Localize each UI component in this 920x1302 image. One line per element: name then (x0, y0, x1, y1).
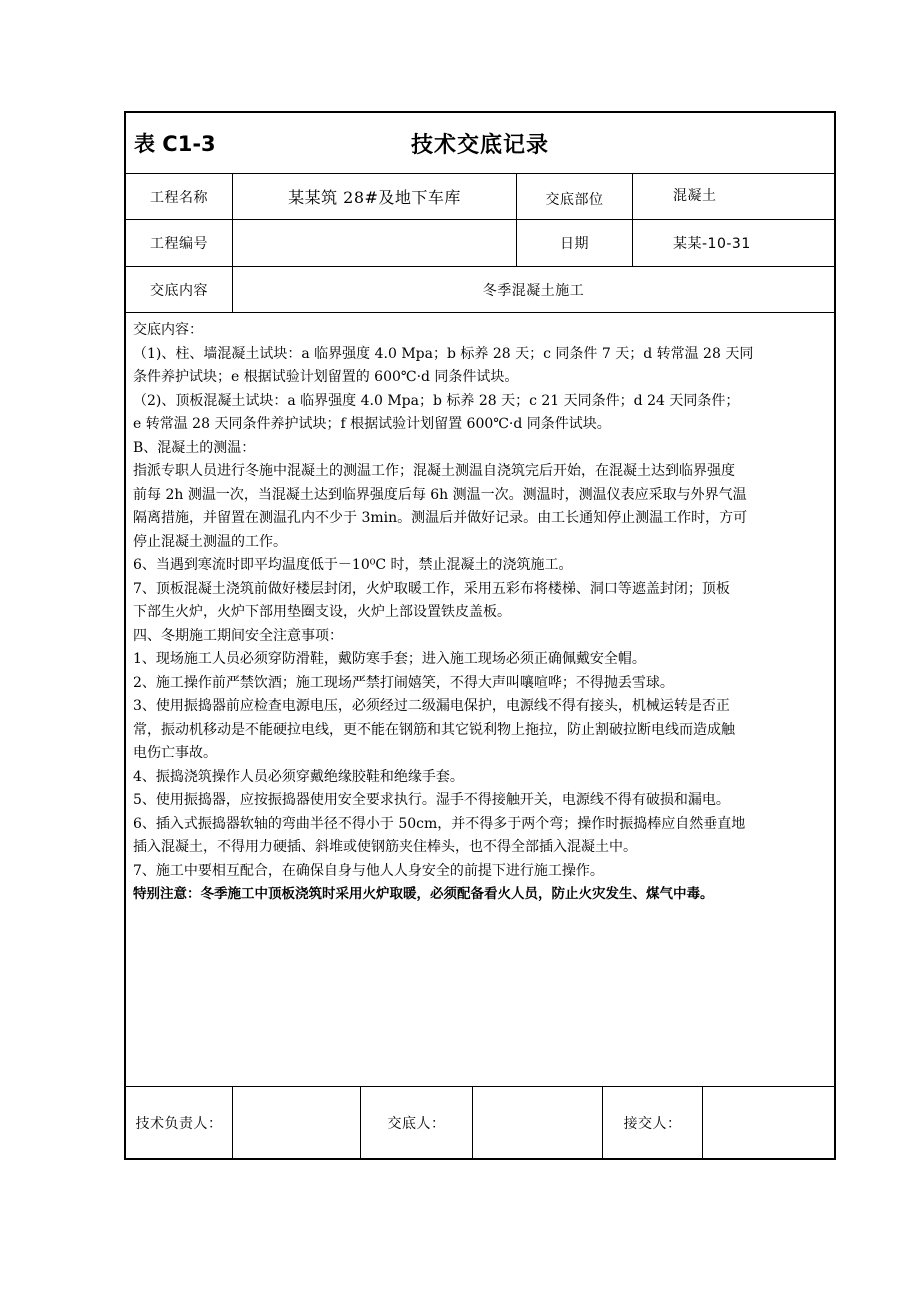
body-line: e 转常温 28 天同条件养护试块；f 根据试验计划留置 600℃·d 同条件试块。 (133, 416, 611, 432)
disclosure-body (133, 319, 829, 907)
body-line: 6、当遇到寒流时即平均温度低于－10⁰C 时，禁止混凝土的浇筑施工。 (133, 557, 573, 573)
tech-lead-label: 技术负责人： (135, 1115, 223, 1132)
body-line: 3、使用振捣器前应检查电源电压，必须经过二级漏电保护，电源线不得有接头，机械运转是否正 (133, 698, 730, 714)
body-line: 6、插入式振捣器软轴的弯曲半径不得小于 50cm，并不得多于两个弯；操作时振捣棒应自然垂直地 (133, 815, 746, 832)
body-line: 5、使用振捣器，应按振捣器使用安全要求执行。湿手不得接触开关，电源线不得有破损和漏电。 (133, 792, 730, 808)
body-line: 电伤亡事故。 (133, 745, 217, 761)
receiver-signature (702, 1087, 834, 1158)
body-line: 指派专职人员进行冬施中混凝土的测温工作；混凝土测温自浇筑完后开始，在混凝土达到临界强度 (133, 463, 735, 479)
content-row (126, 267, 834, 313)
date-value: 某某-10-31 (632, 220, 834, 266)
body-line: 1、现场施工人员必须穿防滑鞋，戴防寒手套；进入施工现场必须正确佩戴安全帽。 (133, 651, 646, 667)
body-line: 隔离措施，并留置在测温孔内不少于 3min。测温后并做好记录。由工长通知停止测温工作时，方可 (133, 510, 748, 526)
location-label: 交底部位 (516, 174, 632, 219)
body-line: 插入混凝土，不得用力硬插、斜堆或使钢筋夹住棒头，也不得全部插入混凝土中。 (133, 839, 637, 855)
body-line: （2)、顶板混凝土试块：a 临界强度 4.0 Mpa；b 标养 28 天；c 21 天同条件；d 24 天同条件； (133, 392, 740, 409)
location-value: 混凝土 (632, 174, 834, 219)
content-value: 冬季混凝土施工 (232, 267, 834, 312)
body-line: B、混凝土的测温： (133, 439, 256, 456)
body-line: （1)、柱、墙混凝土试块：a 临界强度 4.0 Mpa；b 标养 28 天；c 同条件 7 天；d 转常温 28 天同 (133, 345, 754, 362)
form-code: 表 C1-3 (134, 132, 216, 156)
body-line: 停止混凝土测温的工作。 (133, 533, 287, 550)
signature-row (126, 1086, 834, 1158)
body-line: 前每 2h 测温一次，当混凝土达到临界强度后每 6h 测温一次。测温时，测温仪表应采取与外界气温 (133, 486, 747, 503)
project-name-label: 工程名称 (150, 189, 208, 206)
discloser-signature (472, 1087, 602, 1158)
project-no-row (126, 220, 834, 267)
project-name-value: 某某筑 28#及地下车库 (232, 174, 516, 219)
form-title: 技术交底记录 (410, 132, 549, 158)
body-line: 条件养护试块；e 根据试验计划留置的 600℃·d 同条件试块。 (133, 369, 519, 385)
project-no-label: 工程编号 (150, 236, 208, 252)
body-line: 下部生火炉，火炉下部用垫圈支设，火炉上部设置铁皮盖板。 (133, 604, 511, 620)
discloser-label: 交底人： (360, 1087, 472, 1158)
body-line: 7、施工中要相互配合，在确保自身与他人人身安全的前提下进行施工操作。 (133, 862, 604, 879)
project-name-row (126, 174, 834, 220)
body-line: 4、振捣浇筑操作人员必须穿戴绝缘胶鞋和绝缘手套。 (133, 768, 464, 785)
body-line: 2、施工操作前严禁饮酒；施工现场严禁打闹嬉笑，不得大声叫嚷喧哗；不得抛丢雪球。 (133, 674, 674, 691)
body-line: 7、顶板混凝土浇筑前做好楼层封闭，火炉取暖工作，采用五彩布将楼梯、洞口等遮盖封闭；顶板 (133, 580, 730, 597)
warning-line: 特别注意：冬季施工中顶板浇筑时采用火炉取暖，必须配备看火人员，防止火灾发生、煤气中毒。 (133, 886, 714, 902)
form-header (126, 113, 834, 174)
content-label: 交底内容 (150, 282, 208, 299)
receiver-label: 接交人： (602, 1087, 702, 1158)
disclosure-form (124, 111, 836, 1160)
date-label: 日期 (516, 220, 632, 266)
body-line: 交底内容： (133, 322, 203, 338)
body-line: 四、冬期施工期间安全注意事项： (133, 627, 343, 644)
project-no-value (232, 220, 516, 266)
body-line: 常，振动机移动是不能硬拉电线，更不能在钢筋和其它锐利物上拖拉，防止割破拉断电线而造成触 (133, 721, 735, 738)
tech-lead-signature (232, 1087, 360, 1158)
